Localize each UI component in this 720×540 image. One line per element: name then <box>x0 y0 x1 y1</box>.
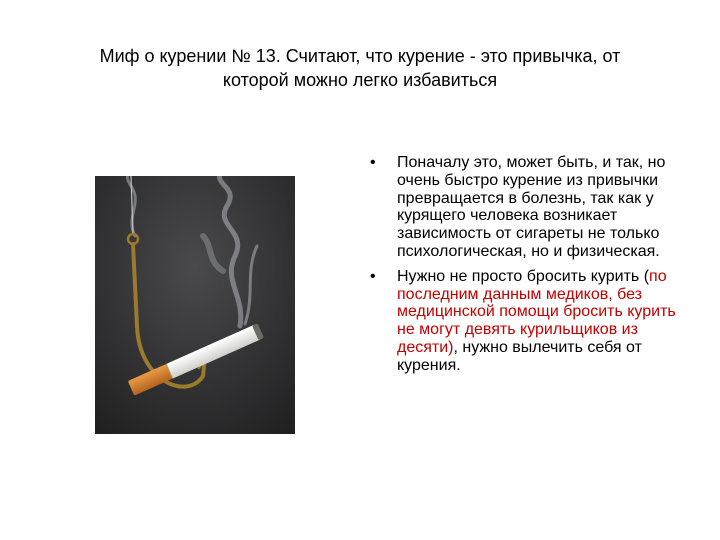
bullet-text-2-highlight: по последним данным медиков, без медицинской помощи бросить курить не могут девять курильщиков из десяти) <box>397 267 676 356</box>
hook-cigarette-image <box>95 176 295 434</box>
bullet-list <box>365 154 690 382</box>
bullet-dot: • <box>370 267 376 285</box>
page-title <box>40 44 680 92</box>
bullet-text-1: Поначалу это, может быть, и так, но очень быстро курение из привычки превращается в болезнь, так как у курящего человека возникает зависимость от сигареты не только психологическая, но и физическая. <box>397 154 666 260</box>
title-line-2: которой можно легко избавиться <box>222 70 498 90</box>
bullet-text-2-after: , нужно вылечить себя от курения. <box>397 338 642 374</box>
bullet-item-2 <box>365 268 690 375</box>
bullet-dot: • <box>370 154 376 171</box>
bullet-text-2-before: Нужно не просто бросить курить ( <box>397 267 650 285</box>
title-line-1: Миф о курении № 13. Считают, что курение - это привычка, от <box>99 46 621 66</box>
bullet-item-1 <box>365 154 690 261</box>
image-background <box>95 176 295 434</box>
